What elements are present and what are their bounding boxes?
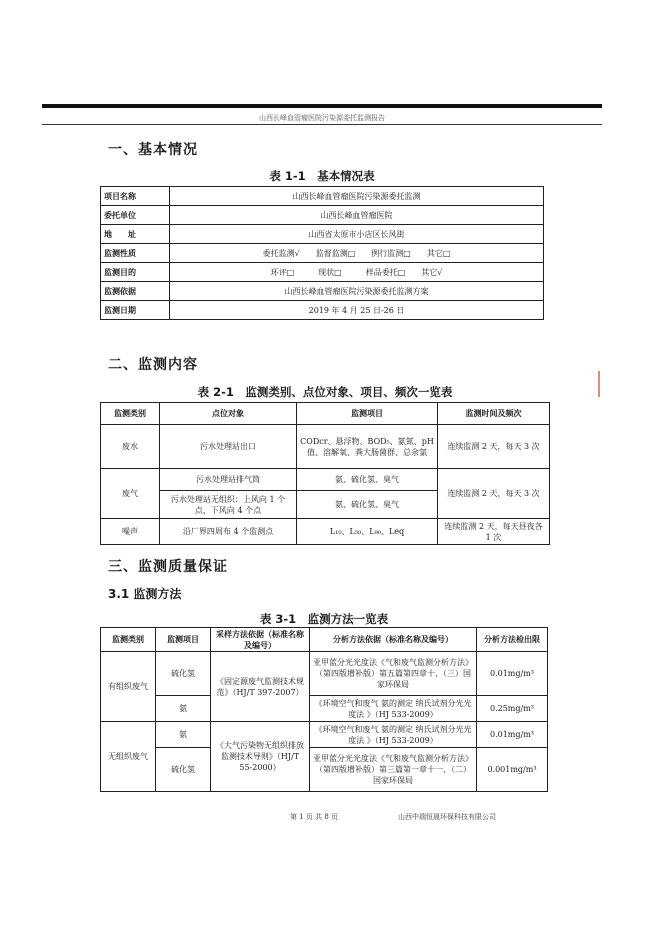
col-header: 监测类别 [101,403,160,425]
row-label: 委托单位 [101,206,170,225]
header-rule-thick [42,104,602,108]
items-cell: 氨、硫化氢、臭气 [297,491,438,519]
items-cell: L₁₀、L₅₀、L₉₀、Leq [297,519,438,545]
item-cell: 氨 [156,696,211,722]
row-value: 山西长峰血管瘤医院污染源委托监测 [170,187,544,206]
col-header: 监测项目 [156,628,211,652]
table1-caption: 表 1-1 基本情况表 [269,169,375,183]
items-cell: 氨、硫化氢、臭气 [297,469,438,491]
items-cell: CODcr、悬浮物、BOD₅、氨氮、pH 值、溶解氧、粪大肠菌群、总余氯 [297,425,438,469]
method-cell: 《环境空气和废气 氨的测定 纳氏试剂分光光度法 》（HJ 533-2009） [310,696,477,722]
table2-caption: 表 2-1 监测类别、点位对象、项目、频次一览表 [197,385,453,399]
company-name: 山西中瑞恒晟环保科技有限公司 [398,813,496,821]
section2-heading: 二、监测内容 [108,357,198,373]
row-value: 委托监测√ 监督监测□ 例行监测□ 其它□ [170,244,544,263]
section1-heading: 一、基本情况 [108,142,198,158]
monitoring-content-table [100,402,550,545]
method-cell: 亚甲蓝分光光度法《气和废气监测分析方法》（第四版增补版）第五篇第四章十、（三）国家环保局 [310,652,477,696]
item-cell: 氨 [156,722,211,748]
freq-cell: 连续监测 2 天，每天 3 次 [438,425,550,469]
row-label: 监测性质 [101,244,170,263]
col-header: 分析方法检出限 [477,628,548,652]
point-cell: 污水处理站排气筒 [160,469,297,491]
item-cell: 硫化氢 [156,748,211,792]
col-header: 分析方法依据（标准名称及编号） [310,628,477,652]
sampling-cell: 《固定源废气监测技术规范》（HJ/T 397-2007） [211,652,310,722]
method-table [100,627,548,792]
row-value: 2019 年 4 月 25 日-26 日 [170,301,544,320]
item-cell: 硫化氢 [156,652,211,696]
point-cell: 沿厂界四周布 4 个监测点 [160,519,297,545]
section3-heading: 三、监测质量保证 [108,559,228,575]
point-cell: 污水处理站无组织：上风向 1 个点，下风向 4 个点 [160,491,297,519]
point-cell: 污水处理站出口 [160,425,297,469]
row-label: 监测依据 [101,282,170,301]
method-cell: 《环境空气和废气 氨的测定 纳氏试剂分光光度法 》（HJ 533-2009） [310,722,477,748]
category-cell: 废水 [101,425,160,469]
section3-subheading: 3.1 监测方法 [108,587,182,601]
col-header: 采样方法依据（标准名称及编号） [211,628,310,652]
row-label: 监测日期 [101,301,170,320]
table3-caption: 表 3-1 监测方法一览表 [259,612,389,626]
row-value: 山西长峰血管瘤医院 [170,206,544,225]
col-header: 监测时间及频次 [438,403,550,425]
col-header: 监测项目 [297,403,438,425]
row-label: 地 址 [101,225,170,244]
category-cell: 有组织废气 [101,652,156,722]
sampling-cell: 《大气污染物无组织排放监测技术导则》（HJ/T 55-2000） [211,722,310,792]
limit-cell: 0.01mg/m³ [477,652,548,696]
header-rule-thin [42,124,602,125]
category-cell: 噪声 [101,519,160,545]
category-cell: 无组织废气 [101,722,156,792]
row-value: 山西长峰血管瘤医院污染源委托监测方案 [170,282,544,301]
red-stamp-edge [598,371,600,397]
limit-cell: 0.01mg/m³ [477,722,548,748]
freq-cell: 连续监测 2 天，每天昼夜各 1 次 [438,519,550,545]
basic-info-table [100,186,544,320]
row-label: 监测目的 [101,263,170,282]
col-header: 监测类别 [101,628,156,652]
category-cell: 废气 [101,469,160,519]
page-number: 第 1 页 共 8 页 [290,813,339,821]
limit-cell: 0.25mg/m³ [477,696,548,722]
row-label: 项目名称 [101,187,170,206]
row-value: 山西省太原市小店区长风街 [170,225,544,244]
method-cell: 亚甲蓝分光光度法《气和废气监测分析方法》（第四版增补版）第三篇第一章十一、（二）国家环保局 [310,748,477,792]
freq-cell: 连续监测 2 天，每天 3 次 [438,469,550,519]
running-header: 山西长峰血管瘤医院污染源委托监测报告 [259,114,385,122]
col-header: 点位对象 [160,403,297,425]
row-value: 环评□ 现状□ 样品委托□ 其它√ [170,263,544,282]
limit-cell: 0.001mg/m³ [477,748,548,792]
